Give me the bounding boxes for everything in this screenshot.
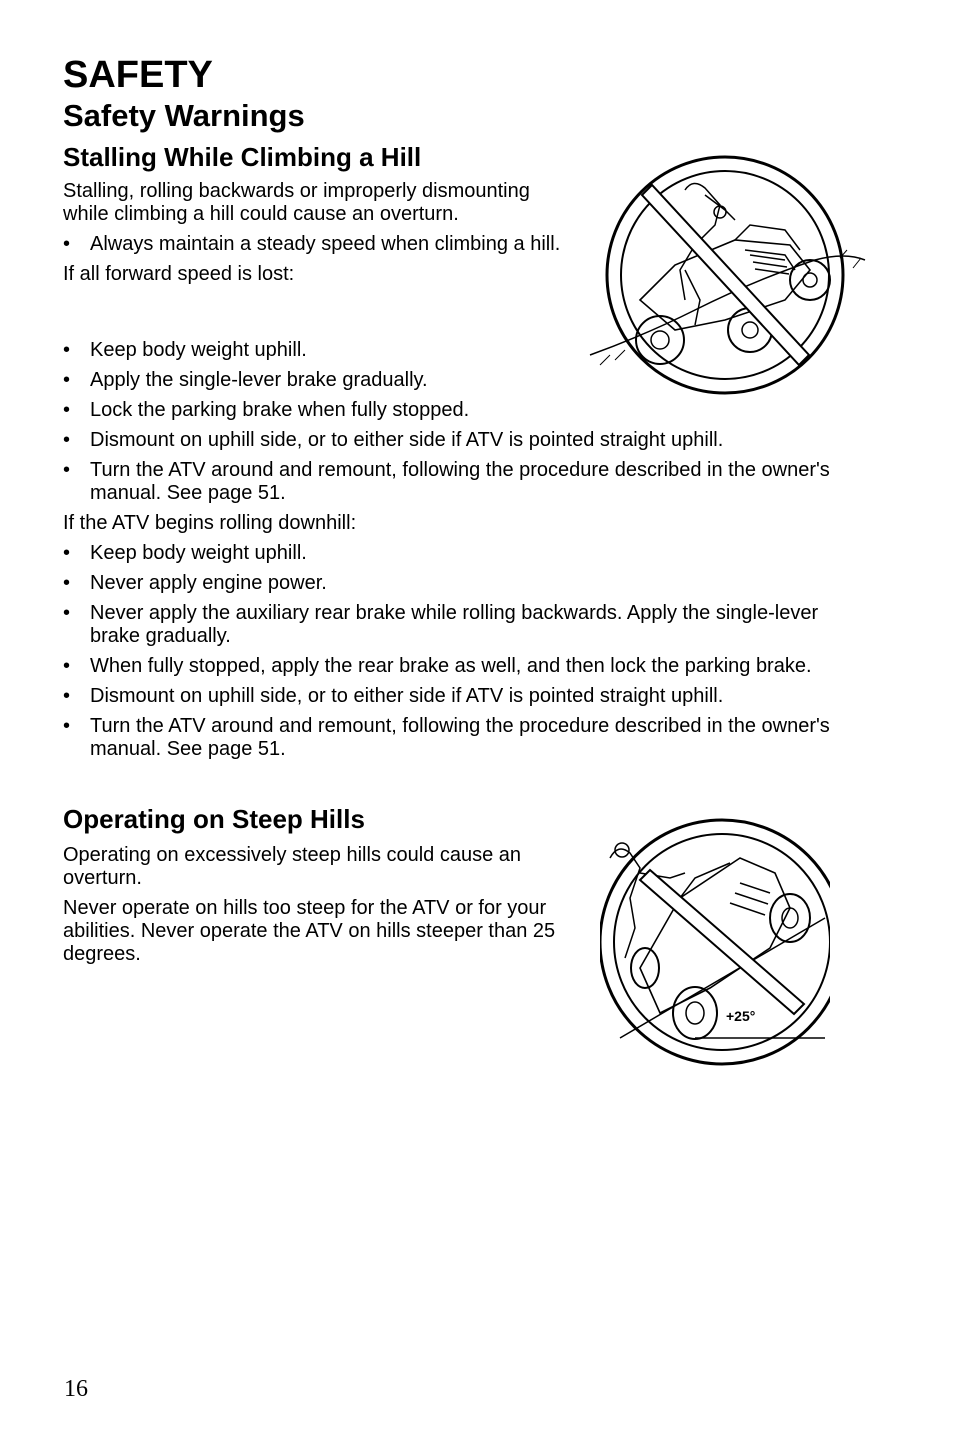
angle-label: +25° [726, 1008, 756, 1024]
no-stalling-hill-illustration [585, 150, 870, 410]
no-steep-hill-illustration [600, 818, 830, 1068]
steep-hills-heading: Operating on Steep Hills [63, 804, 365, 834]
rolling-downhill-lead: If the ATV begins rolling downhill: [63, 512, 357, 534]
page-title: SAFETY [63, 54, 213, 96]
list-item: • Keep body weight uphill. [63, 339, 863, 362]
list-item: • Lock the parking brake when fully stopped. [63, 399, 863, 422]
steep-hills-block [63, 844, 573, 973]
list-item: • When fully stopped, apply the rear brake as well, and then lock the parking brake. [63, 655, 830, 678]
list-item: • Keep body weight uphill. [63, 542, 863, 565]
list-item: • Apply the single-lever brake gradually. [63, 369, 863, 392]
stalling-intro: Stalling, rolling backwards or improperly dismounting while climbing a hill could cause an overturn. [63, 180, 530, 225]
page-number: 16 [64, 1376, 88, 1402]
steep-hills-para: Never operate on hills too steep for the ATV or for your abilities. Never operate the ATV on hills steeper than 25 degrees. [63, 897, 556, 965]
list-item: • Turn the ATV around and remount, following the procedure described in the owner's manual. See page 51. [63, 715, 860, 761]
list-item: • Turn the ATV around and remount, following the procedure described in the owner's manual. See page 51. [63, 459, 860, 505]
steep-hills-para: Operating on excessively steep hills could cause an overturn. [63, 844, 522, 889]
speed-lost-lead: If all forward speed is lost: [63, 263, 295, 285]
list-item: • Always maintain a steady speed when climbing a hill. [63, 233, 573, 256]
list-item: • Never apply engine power. [63, 572, 863, 595]
stalling-heading: Stalling While Climbing a Hill [63, 142, 422, 172]
list-item: • Dismount on uphill side, or to either side if ATV is pointed straight uphill. [63, 685, 863, 708]
list-item: • Never apply the auxiliary rear brake while rolling backwards. Apply the single-lever brake gradually. [63, 602, 863, 648]
section-title: Safety Warnings [63, 98, 305, 133]
list-item: • Dismount on uphill side, or to either side if ATV is pointed straight uphill. [63, 429, 863, 452]
stalling-intro-block [63, 180, 573, 293]
